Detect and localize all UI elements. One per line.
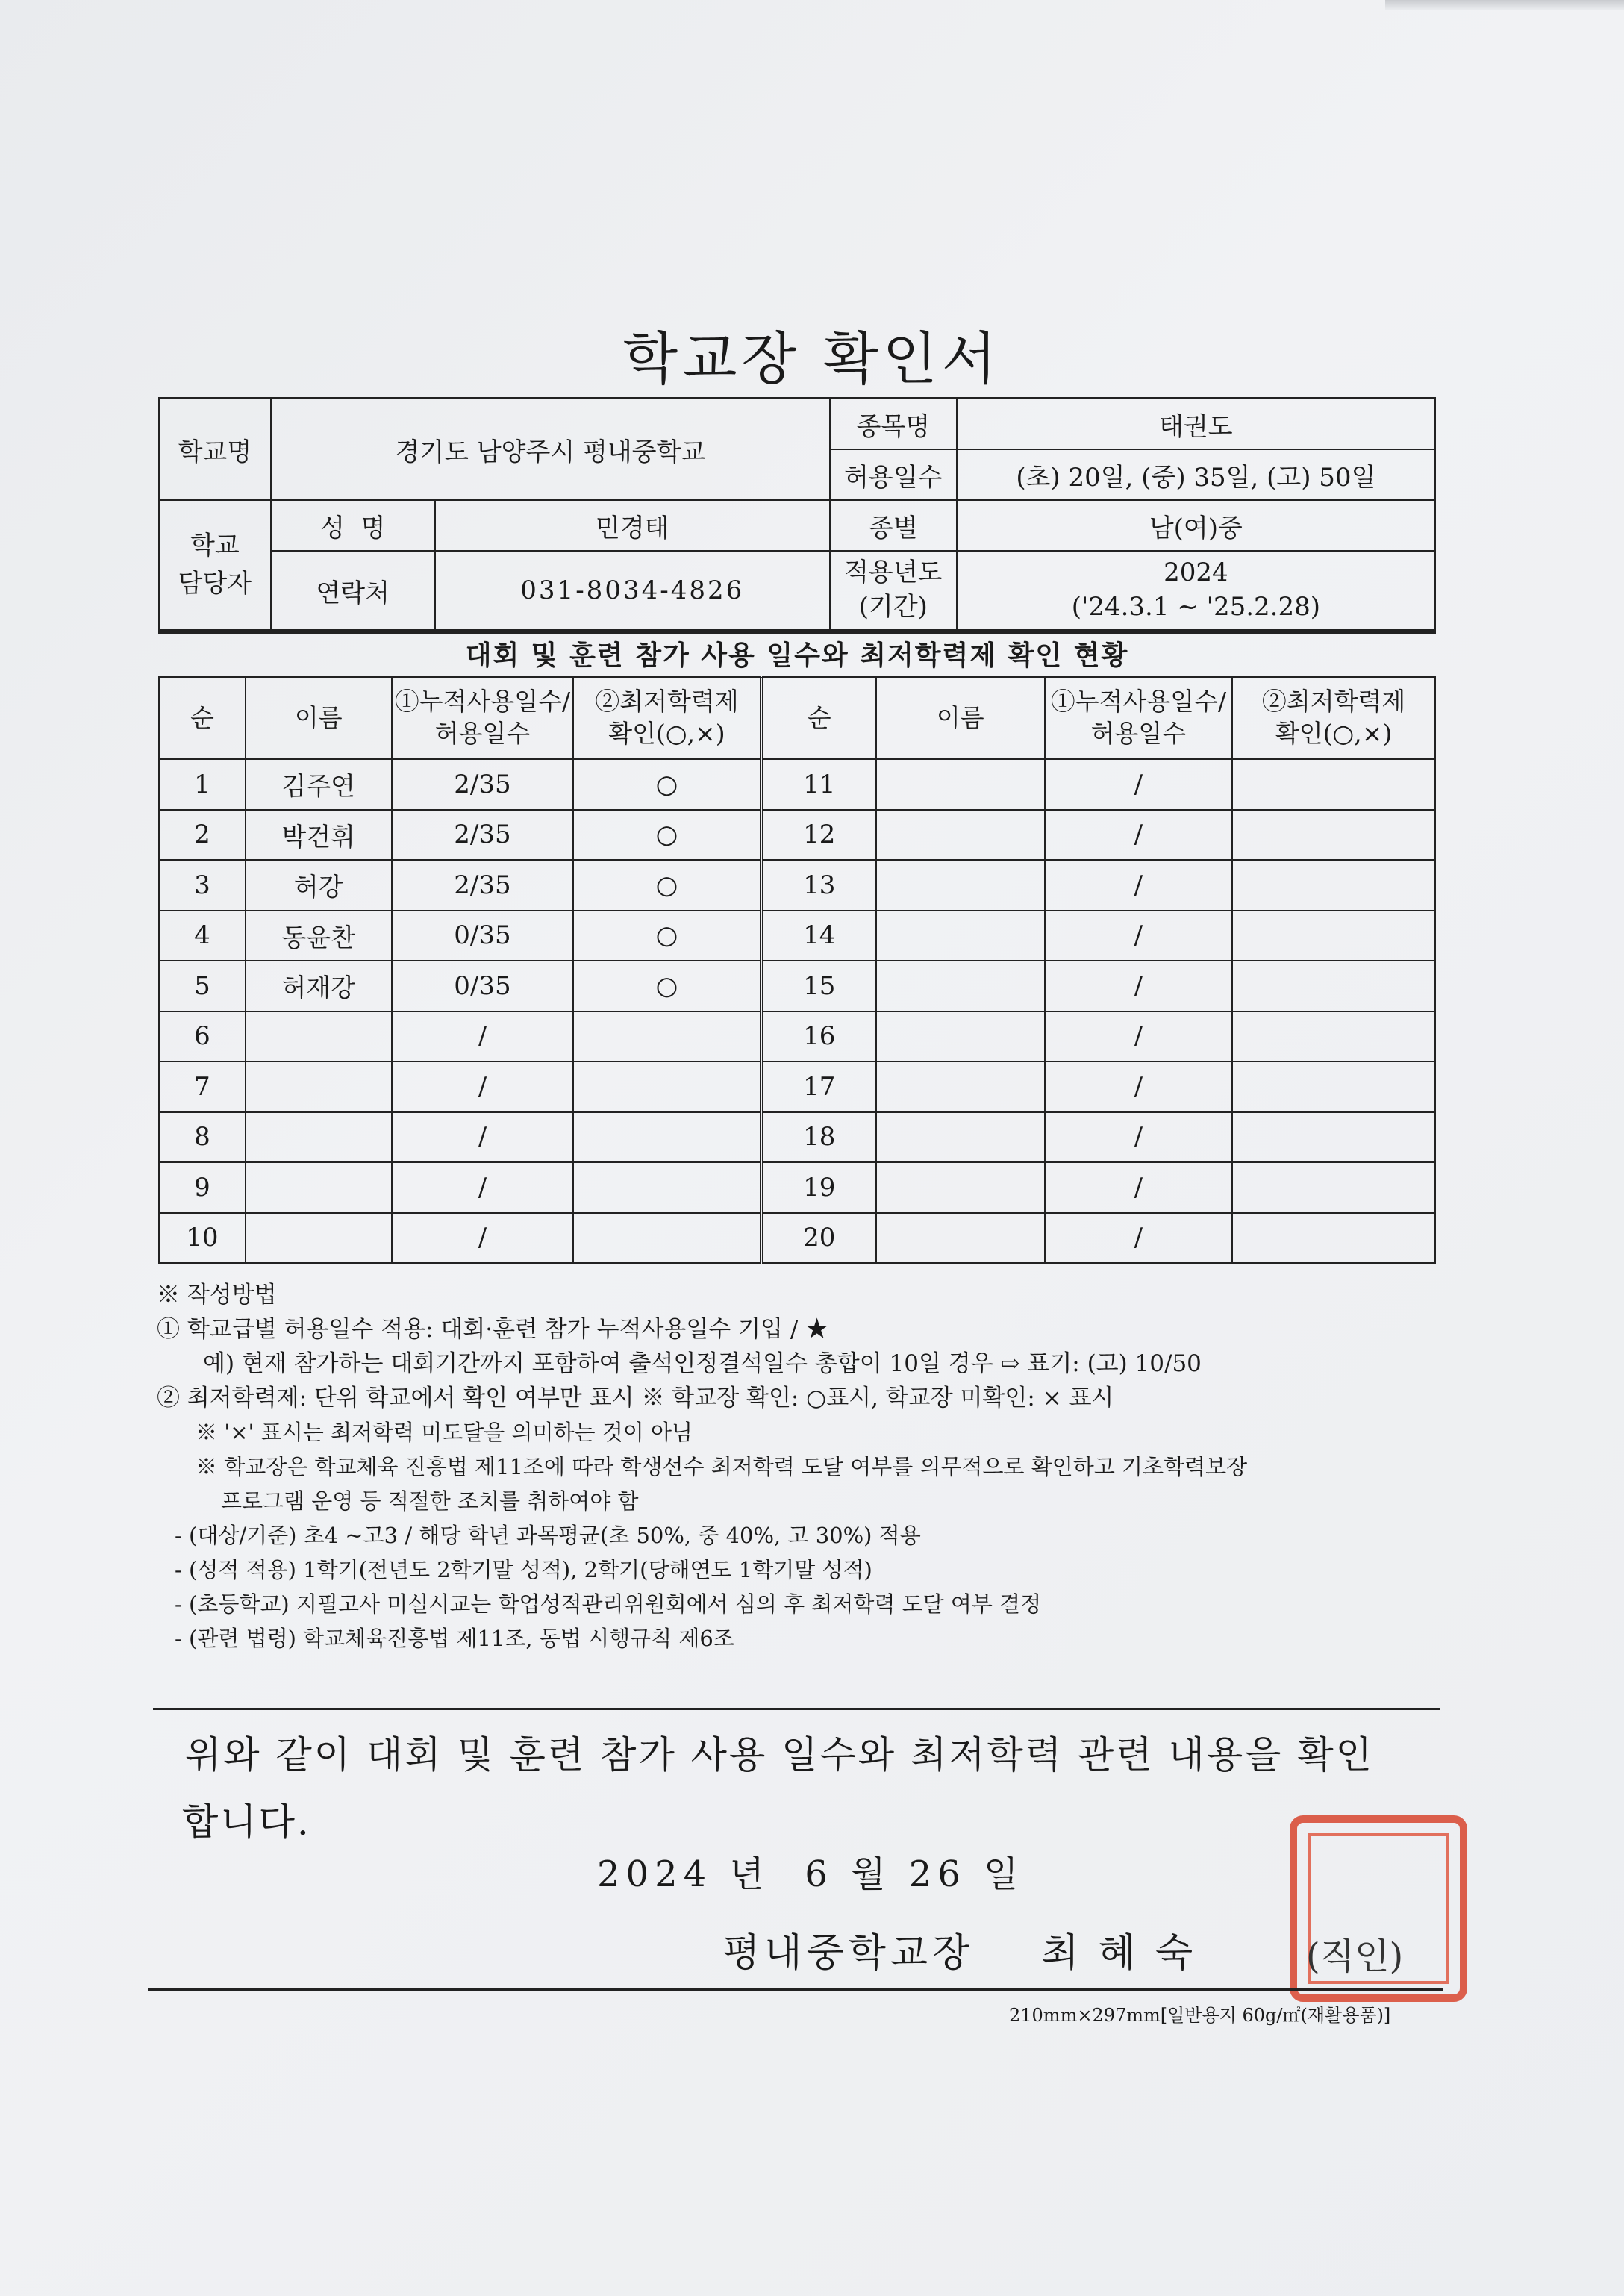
row-no-right: 15 [761, 961, 876, 1011]
allowed-label: 허용일수 [830, 449, 957, 500]
row-no-right: 19 [761, 1162, 876, 1213]
row-check-right [1232, 759, 1435, 810]
row-no: 4 [159, 911, 246, 961]
row-check: ○ [573, 961, 761, 1011]
year-cell [957, 551, 1435, 630]
row-no-right: 12 [761, 810, 876, 861]
note-2: ② 최저학력제: 단위 학교에서 확인 여부만 표시 ※ 학교장 확인: ○표시, 학교장 미확인: × 표시 [157, 1385, 1114, 1411]
row-name: 허강 [246, 860, 392, 911]
row-days: 2/35 [392, 860, 574, 911]
table-row [159, 759, 1435, 810]
row-days: / [392, 1162, 574, 1213]
table-row [159, 1112, 1435, 1163]
row-no: 3 [159, 860, 246, 911]
row-no-right: 18 [761, 1112, 876, 1163]
table-row [159, 961, 1435, 1011]
signer-name: 최혜숙 [1041, 1931, 1213, 1976]
row-no: 2 [159, 810, 246, 861]
note-1: ① 학교급별 허용일수 적용: 대회·훈련 참가 누적사용일수 기입 / ★ [157, 1316, 829, 1343]
row-no: 8 [159, 1112, 246, 1163]
note-detail-3: - (초등학교) 지필고사 미실시교는 학업성적관리위원회에서 심의 후 최저학력 도달 여부 결정 [175, 1591, 1042, 1617]
sport-value: 태권도 [957, 399, 1435, 450]
header-days-right: ①누적사용일수/ 허용일수 [1045, 677, 1233, 759]
note-1-example: 예) 현재 참가하는 대회기간까지 포함하여 출석인정결석일수 총합이 10일 경우 ⇨ 표기: (고) 10/50 [203, 1350, 1202, 1377]
header-no: 순 [159, 677, 246, 759]
row-days-right: / [1045, 1162, 1233, 1213]
row-days-right: / [1045, 961, 1233, 1011]
table-row [159, 1061, 1435, 1112]
header-check: ②최저학력제 확인(○,×) [573, 677, 761, 759]
divider-top [153, 1708, 1440, 1710]
document-title: 학교장 확인서 [622, 325, 1002, 392]
page-edge-shadow [1385, 0, 1624, 10]
row-no-right: 14 [761, 911, 876, 961]
row-days: / [392, 1112, 574, 1163]
row-days-right: / [1045, 1061, 1233, 1112]
period-value: ('24.3.1 ~ '25.2.28) [1071, 592, 1320, 622]
roster-subhead: 대회 및 훈련 참가 사용 일수와 최저학력제 확인 현황 [158, 631, 1436, 678]
note-2-a: ※ '×' 표시는 최저학력 미도달을 의미하는 것이 아님 [196, 1420, 693, 1445]
row-check-right [1232, 1162, 1435, 1213]
sport-label: 종목명 [830, 399, 957, 450]
table-row [159, 860, 1435, 911]
row-name: 박건휘 [246, 810, 392, 861]
row-check [573, 1061, 761, 1112]
row-check [573, 1213, 761, 1264]
row-check [573, 1011, 761, 1062]
signer-org: 평내중학교장 [722, 1931, 975, 1976]
row-days: 2/35 [392, 759, 574, 810]
row-name [246, 1061, 392, 1112]
row-days-right: / [1045, 1112, 1233, 1163]
row-check [573, 1162, 761, 1213]
row-check: ○ [573, 810, 761, 861]
table-row [159, 810, 1435, 861]
row-name-right [876, 1061, 1045, 1112]
row-days-right: / [1045, 1213, 1233, 1264]
paper-spec: 210mm×297mm[일반용지 60g/㎡(재활용품)] [1009, 2005, 1391, 2026]
row-check [573, 1112, 761, 1163]
row-no: 6 [159, 1011, 246, 1062]
note-detail-1: - (대상/기준) 초4 ~고3 / 해당 학년 과목평균(초 50%, 중 40%, 고 30%) 적용 [175, 1523, 921, 1548]
row-name [246, 1112, 392, 1163]
row-days-right: / [1045, 911, 1233, 961]
row-no-right: 13 [761, 860, 876, 911]
row-name-right [876, 1162, 1045, 1213]
school-label: 학교명 [159, 399, 271, 501]
issue-date: 2024 년 6 월 26 일 [597, 1853, 1025, 1895]
row-no-right: 11 [761, 759, 876, 810]
row-no: 7 [159, 1061, 246, 1112]
row-check-right [1232, 1213, 1435, 1264]
contact-value: 031-8034-4826 [435, 551, 830, 630]
row-no-right: 16 [761, 1011, 876, 1062]
row-days: / [392, 1011, 574, 1062]
notes-heading: ※ 작성방법 [157, 1282, 277, 1308]
row-no-right: 20 [761, 1213, 876, 1264]
header-name: 이름 [246, 677, 392, 759]
row-days-right: / [1045, 810, 1233, 861]
row-name-right [876, 961, 1045, 1011]
seal-label: (직인) [1306, 1935, 1404, 1977]
note-2-c: 프로그램 운영 등 적절한 조치를 취하여야 함 [221, 1488, 639, 1514]
row-name-right [876, 1011, 1045, 1062]
gender-value: 남(여)중 [957, 500, 1435, 551]
row-check-right [1232, 810, 1435, 861]
signer [722, 1921, 1212, 1977]
row-name [246, 1162, 392, 1213]
row-name-right [876, 911, 1045, 961]
row-check: ○ [573, 759, 761, 810]
table-row [159, 1011, 1435, 1062]
row-name: 동윤찬 [246, 911, 392, 961]
row-days: / [392, 1213, 574, 1264]
header-name-right: 이름 [876, 677, 1045, 759]
note-detail-4: - (관련 법령) 학교체육진흥법 제11조, 동법 시행규칙 제6조 [175, 1626, 734, 1651]
row-name [246, 1011, 392, 1062]
header-no-right: 순 [761, 677, 876, 759]
school-name: 경기도 남양주시 평내중학교 [271, 399, 830, 501]
notes-section [157, 1278, 1470, 1656]
row-check-right [1232, 860, 1435, 911]
row-check-right [1232, 1011, 1435, 1062]
row-days: 0/35 [392, 961, 574, 1011]
note-detail-2: - (성적 적용) 1학기(전년도 2학기말 성적), 2학기(당해연도 1학기말 성적) [175, 1557, 872, 1582]
row-name-right [876, 1213, 1045, 1264]
row-check: ○ [573, 911, 761, 961]
row-check-right [1232, 911, 1435, 961]
row-name: 허재강 [246, 961, 392, 1011]
row-name: 김주연 [246, 759, 392, 810]
row-days-right: / [1045, 759, 1233, 810]
row-name [246, 1213, 392, 1264]
row-no-right: 17 [761, 1061, 876, 1112]
row-no: 10 [159, 1213, 246, 1264]
table-row [159, 1213, 1435, 1264]
contact-label: 연락처 [271, 551, 435, 630]
row-days-right: / [1045, 1011, 1233, 1062]
row-no: 1 [159, 759, 246, 810]
gender-label: 종별 [830, 500, 957, 551]
divider-bottom [148, 1988, 1443, 1991]
row-days: 2/35 [392, 810, 574, 861]
row-name-right [876, 759, 1045, 810]
row-check: ○ [573, 860, 761, 911]
row-days: 0/35 [392, 911, 574, 961]
staff-name: 민경태 [435, 500, 830, 551]
confirmation-text [182, 1721, 1454, 1856]
row-check-right [1232, 961, 1435, 1011]
row-check-right [1232, 1061, 1435, 1112]
staff-label: 학교 담당자 [159, 500, 271, 630]
row-name-right [876, 810, 1045, 861]
row-no: 5 [159, 961, 246, 1011]
name-label: 성 명 [271, 500, 435, 551]
header-days: ①누적사용일수/ 허용일수 [392, 677, 574, 759]
year-value: 2024 [1164, 558, 1228, 588]
info-table [158, 397, 1436, 631]
allowed-value: (초) 20일, (중) 35일, (고) 50일 [957, 449, 1435, 500]
row-check-right [1232, 1112, 1435, 1163]
row-no: 9 [159, 1162, 246, 1213]
table-row [159, 911, 1435, 961]
confirmation-line-1: 위와 같이 대회 및 훈련 참가 사용 일수와 최저학력 관련 내용을 확인 [185, 1733, 1374, 1776]
row-days-right: / [1045, 860, 1233, 911]
row-name-right [876, 1112, 1045, 1163]
note-2-b: ※ 학교장은 학교체육 진흥법 제11조에 따라 학생선수 최저학력 도달 여부를 의무적으로 확인하고 기초학력보장 [196, 1454, 1248, 1479]
confirmation-line-2: 합니다. [182, 1800, 311, 1844]
roster-table [158, 676, 1436, 1264]
header-check-right: ②최저학력제 확인(○,×) [1232, 677, 1435, 759]
year-label: 적용년도 (기간) [830, 551, 957, 630]
table-row [159, 1162, 1435, 1213]
row-days: / [392, 1061, 574, 1112]
row-name-right [876, 860, 1045, 911]
